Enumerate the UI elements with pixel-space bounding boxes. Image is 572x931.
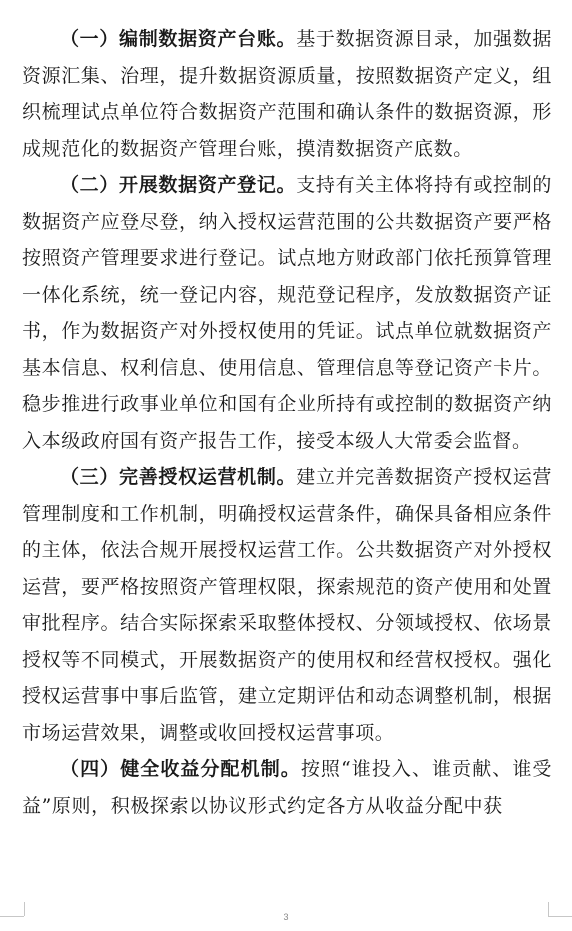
section-body-1: 基于数据资源目录，加强数据资源汇集、治理，提升数据资源质量，按照数据资产定义，组织梳理试点单位符合数据资产范围和确认条件的数据资源，形成规范化的数据资产管理台账，摸清数据资产底数。 xyxy=(22,28,552,160)
document-body xyxy=(22,21,552,824)
section-paragraph-1 xyxy=(22,21,552,167)
section-heading-3: （三）完善授权运营机制。 xyxy=(60,466,297,488)
section-paragraph-3 xyxy=(22,459,552,751)
section-heading-1: （一）编制数据资产台账。 xyxy=(60,28,297,50)
section-body-3: 建立并完善数据资产授权运营管理制度和工作机制，明确授权运营条件，确保具备相应条件的主体，依法合规开展授权运营工作。公共数据资产对外授权运营，要严格按照资产管理权限，探索规范的资产使用和处置审批程序。结合实际探索采取整体授权、分领域授权、依场景授权等不同模式，开展数据资产的使用权和经营权授权。强化授权运营事中事后监管，建立定期评估和动态调整机制，根据市场运营效果，调整或收回授权运营事项。 xyxy=(22,466,552,744)
section-heading-4: （四）健全收益分配机制。 xyxy=(60,758,301,780)
section-heading-2: （二）开展数据资产登记。 xyxy=(60,174,297,196)
section-paragraph-4 xyxy=(22,751,552,824)
page-number: 3 xyxy=(283,912,289,922)
section-body-4: 按照“谁投入、谁贡献、谁受益”原则，积极探索以协议形式约定各方从收益分配中获 xyxy=(22,758,552,817)
section-body-2: 支持有关主体将持有或控制的数据资产应登尽登，纳入授权运营范围的公共数据资产要严格按照资产管理要求进行登记。试点地方财政部门依托预算管理一体化系统，统一登记内容，规范登记程序，发放数据资产证书，作为数据资产对外授权使用的凭证。试点单位就数据资产基本信息、权利信息、使用信息、管理信息等登记资产卡片。稳步推进行政事业单位和国有企业所持有或控制的数据资产纳入本级政府国有资产报告工作，接受本级人大常委会监督。 xyxy=(22,174,552,452)
section-paragraph-2 xyxy=(22,167,552,459)
